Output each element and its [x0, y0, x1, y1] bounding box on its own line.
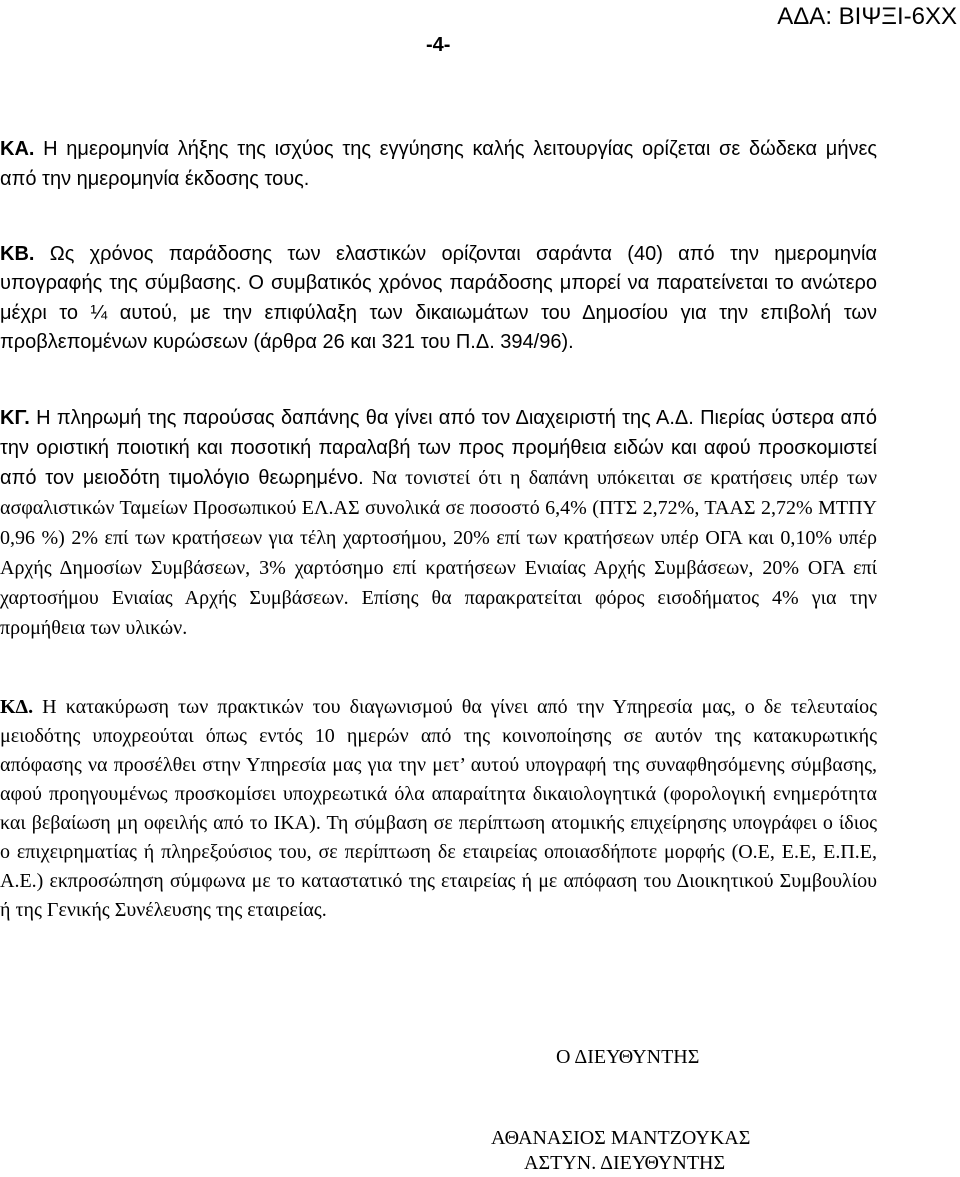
section-kg [0, 403, 877, 643]
section-kb-label: ΚΒ. [0, 243, 35, 265]
section-kg-text-sans: Η πληρωμή της παρούσας δαπάνης θα γίνει από τον Διαχειριστή της Α.Δ. Πιερίας ύστερα από την οριστική ποιοτική και ποσοτική παραλαβή των προς προμήθεια ειδών και αφού προσκομιστεί από τον μειοδότη τιμολόγιο θεωρημένο. [0, 407, 877, 489]
section-kg-text-serif: Να τονιστεί ότι η δαπάνη υπόκειται σε κρατήσεις υπέρ των ασφαλιστικών Ταμείων Προσωπικού ΕΛ.ΑΣ συνολικά σε ποσοστό 6,4% (ΠΤΣ 2,72%, ΤΑΑΣ 2,72% ΜΤΠΥ 0,96 %) 2% επί των κρατήσεων για τέλη χαρτοσήμου, 20% επί των κρατήσεων υπέρ ΟΓΑ και 0,10% υπέρ Αρχής Δημοσίων Συμβάσεων, 3% χαρτόσημο επί κρατήσεων Ενιαίας Αρχής Συμβάσεων, 20% ΟΓΑ επί χαρτοσήμου Ενιαίας Αρχής Συμβάσεων. Επίσης θα παρακρατείται φόρος εισοδήματος 4% για την προμήθεια των υλικών. [0, 467, 877, 639]
ada-code: ΑΔΑ: ΒΙΨΞΙ-6ΧΧ [777, 3, 957, 30]
section-kd-label: ΚΔ. [0, 696, 34, 718]
section-kb-text: Ως χρόνος παράδοσης των ελαστικών ορίζονται σαράντα (40) από την ημερομηνία υπογραφής της σύμβασης. Ο συμβατικός χρόνος παράδοσης μπορεί να παρατείνεται το ανώτερο μέχρι το ¼ αυτού, με την επιφύλαξη των δικαιωμάτων του Δημοσίου για την επιβολή των προβλεπομένων κυρώσεων (άρθρα 26 και 321 του Π.Δ. 394/96). [0, 243, 877, 354]
signature-name: ΑΘΑΝΑΣΙΟΣ ΜΑΝΤΖΟΥΚΑΣ [491, 1127, 751, 1149]
section-ka-label: ΚΑ. [0, 138, 35, 160]
section-ka-text: Η ημερομηνία λήξης της ισχύος της εγγύησης καλής λειτουργίας ορίζεται σε δώδεκα μήνες από την ημερομηνία έκδοσης τους. [0, 138, 877, 190]
section-kd [0, 693, 877, 925]
section-kb [0, 240, 877, 358]
signature-role: ΑΣΤΥΝ. ΔΙΕΥΘΥΝΤΗΣ [524, 1152, 726, 1174]
section-kg-label: ΚΓ. [0, 407, 30, 429]
section-ka [0, 134, 877, 194]
page-number: -4- [426, 34, 451, 56]
section-kd-text: Η κατακύρωση των πρακτικών του διαγωνισμού θα γίνει από την Υπηρεσία μας, ο δε τελευταίος μειοδότης υποχρεούται όπως εντός 10 ημερών από της κοινοποίησης σε αυτόν της κατακυρωτικής απόφασης να προσέλθει στην Υπηρεσία μας για την μετ’ αυτού υπογραφή της συναφθησόμενης σύμβασης, αφού προηγουμένως προσκομίσει υποχρεωτικά όλα απαραίτητα δικαιολογητικά (φορολογική ενημερότητα και βεβαίωση μη οφειλής από το ΙΚΑ). Τη σύμβαση σε περίπτωση ατομικής επιχείρησης υπογράφει ο ίδιος ο επιχειρηματίας ή πληρεξούσιος του, σε περίπτωση δε εταιρείας οποιασδήποτε μορφής (Ο.Ε, Ε.Ε, Ε.Π.Ε, Α.Ε.) εκπροσώπηση σύμφωνα με το καταστατικό της εταιρείας ή με απόφαση του Διοικητικού Συμβουλίου ή της Γενικής Συνέλευσης της εταιρείας. [0, 696, 877, 921]
signature-title: Ο ΔΙΕΥΘΥΝΤΗΣ [556, 1046, 700, 1068]
